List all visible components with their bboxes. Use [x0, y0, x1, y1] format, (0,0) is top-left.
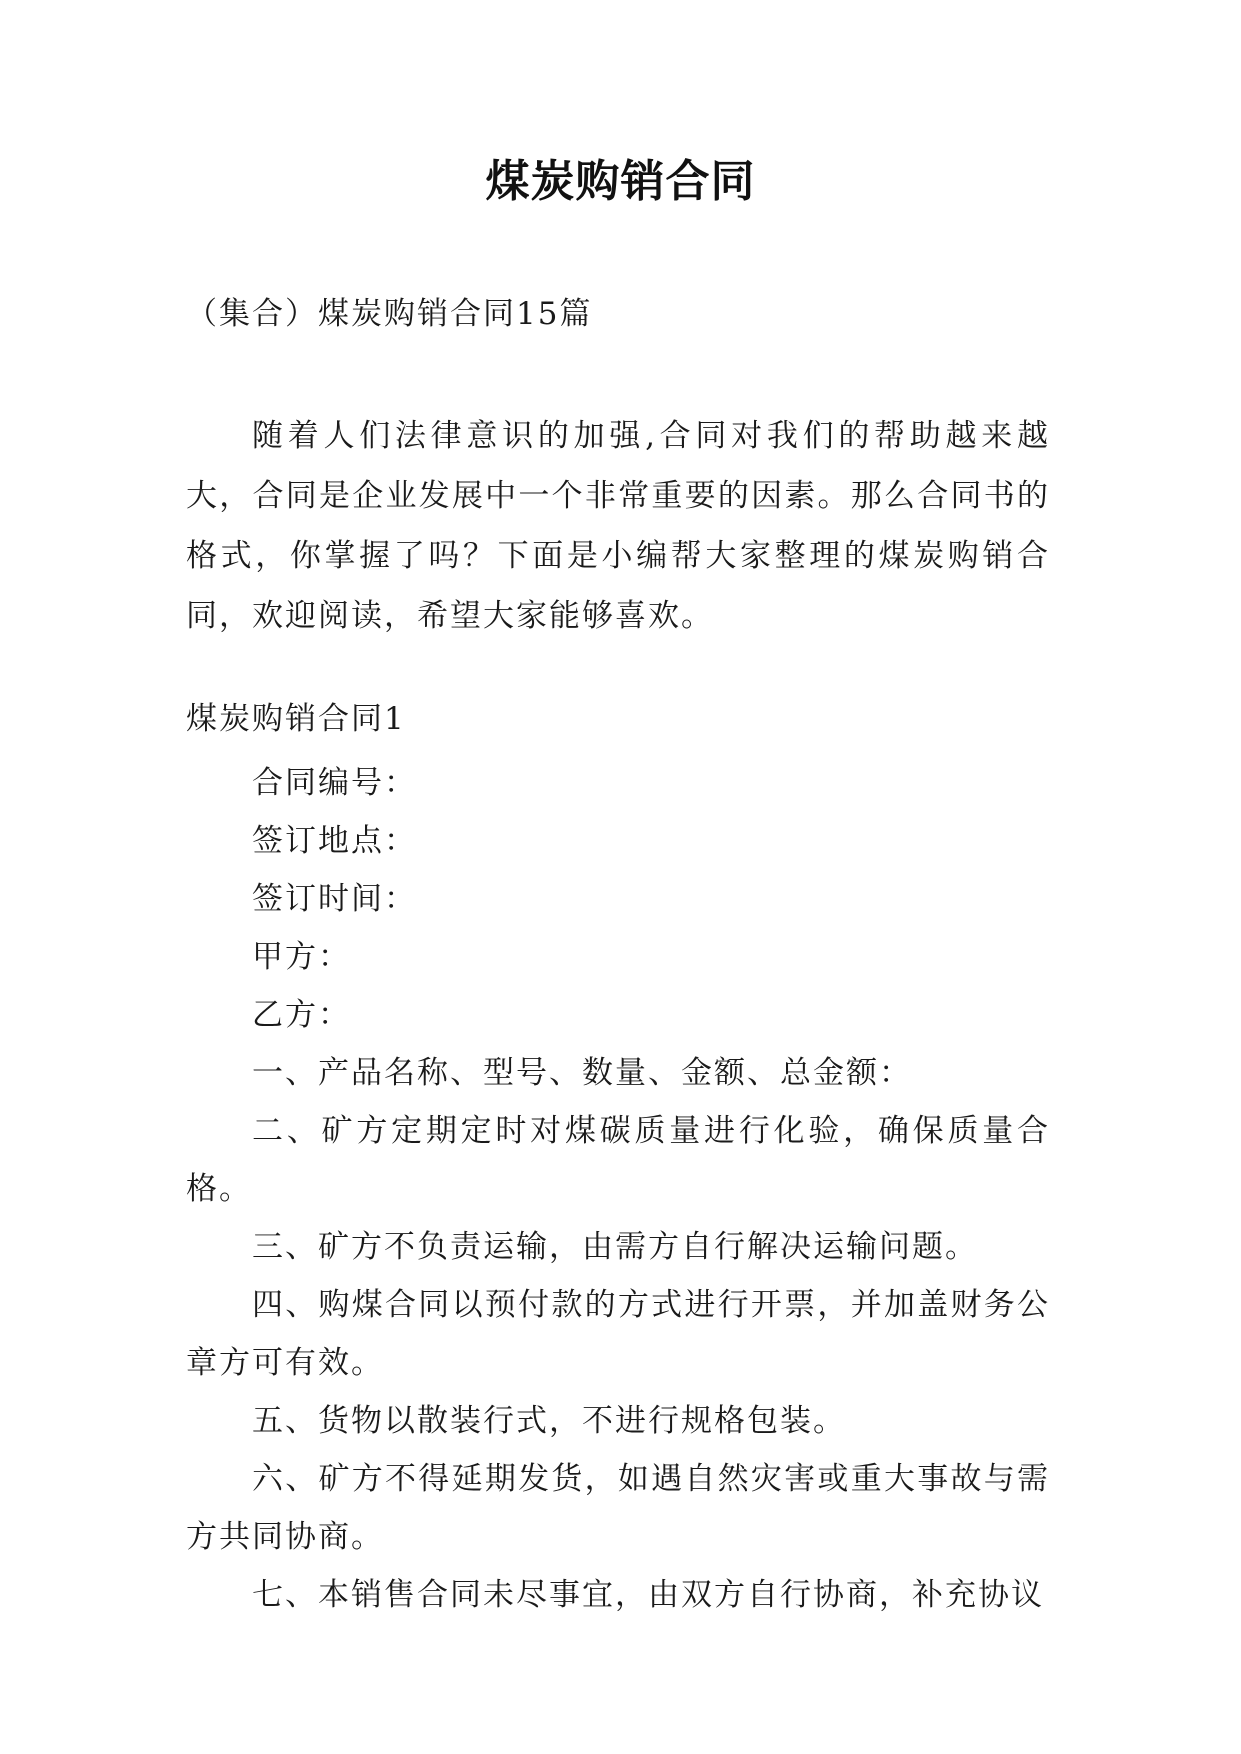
clause-signing-time: 签订时间：	[252, 881, 417, 917]
clause-party-b: 乙方：	[252, 997, 351, 1033]
document-subtitle: （集合）煤炭购销合同15篇	[186, 296, 593, 332]
clause-party-a: 甲方：	[252, 939, 351, 975]
section-heading: 煤炭购销合同1	[186, 701, 406, 737]
clause-contract-number: 合同编号：	[252, 765, 417, 801]
document-title: 煤炭购销合同	[485, 156, 756, 207]
intro-paragraph: 随着人们法律意识的加强,合同对我们的帮助越来越大，合同是企业发展中一个非常重要的因素。那么合同书的格式，你掌握了吗？下面是小编帮大家整理的煤炭购销合同，欢迎阅读，希望大家能够喜欢。	[186, 418, 1050, 634]
clause-6: 六、矿方不得延期发货，如遇自然灾害或重大事故与需方共同协商。	[186, 1461, 1050, 1555]
clause-4: 四、购煤合同以预付款的方式进行开票，并加盖财务公章方可有效。	[186, 1287, 1050, 1381]
clause-5: 五、货物以散装行式，不进行规格包装。	[252, 1403, 846, 1439]
clause-signing-place: 签订地点：	[252, 823, 417, 859]
clause-list	[186, 754, 1050, 1624]
clause-7: 七、本销售合同未尽事宜，由双方自行协商，补充协议	[252, 1577, 1044, 1613]
clause-1: 一、产品名称、型号、数量、金额、总金额：	[252, 1055, 912, 1091]
clause-2: 二、矿方定期定时对煤碳质量进行化验，确保质量合格。	[186, 1113, 1050, 1207]
clause-3: 三、矿方不负责运输，由需方自行解决运输问题。	[252, 1229, 978, 1265]
